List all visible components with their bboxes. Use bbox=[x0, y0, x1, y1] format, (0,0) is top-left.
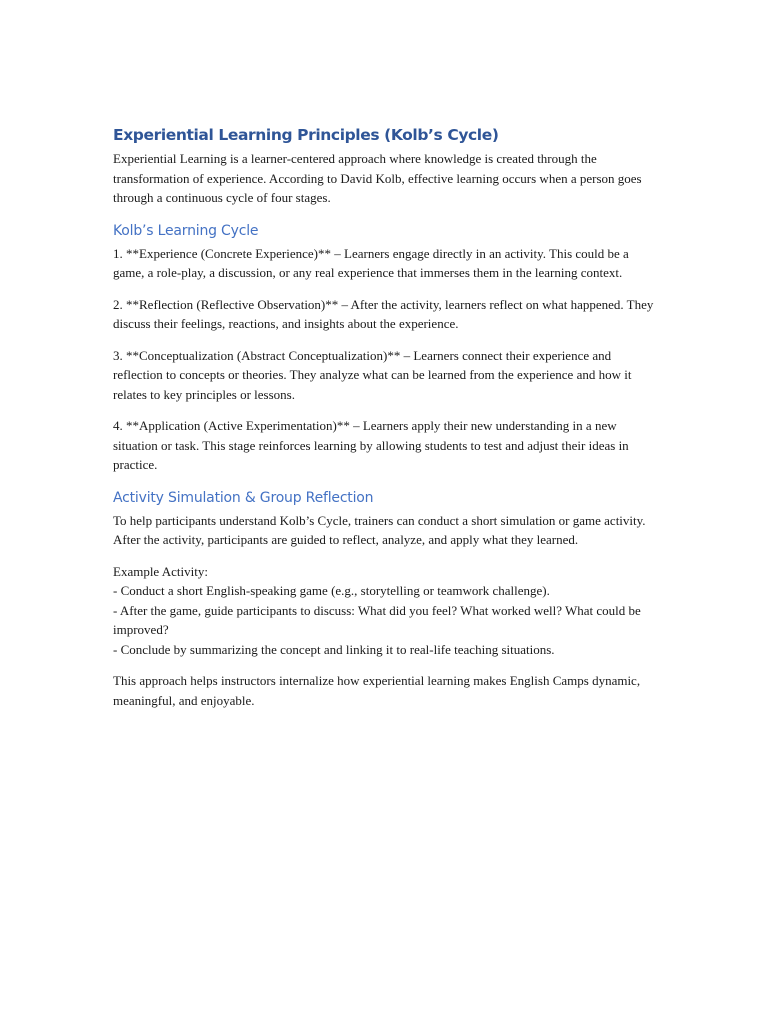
stage-paragraph-conceptualization: 3. **Conceptualization (Abstract Conceptualization)** – Learners connect their experience and reflection to concepts or theories. They analyze what can be learned from the experience and how it relates to key principles or lessons. bbox=[113, 347, 632, 402]
stage-paragraph-experience: 1. **Experience (Concrete Experience)** – Learners engage directly in an activity. This could be a game, a role-play, a discussion, or any real experience that immerses them in the learning context. bbox=[113, 245, 629, 280]
activity-intro-paragraph: To help participants understand Kolb’s Cycle, trainers can conduct a short simulation or game activity. After the activity, participants are guided to reflect, analyze, and apply what they learned. bbox=[113, 512, 646, 547]
intro-paragraph: Experiential Learning is a learner-centered approach where knowledge is created through the transformation of experience. According to David Kolb, effective learning occurs when a person goes through a continuous cycle of four stages. bbox=[113, 151, 642, 205]
example-activity-item: - Conduct a short English-speaking game (e.g., storytelling or teamwork challenge). bbox=[113, 583, 550, 598]
example-activity-item: - Conclude by summarizing the concept and linking it to real-life teaching situations. bbox=[113, 641, 555, 657]
conclusion-paragraph: This approach helps instructors internalize how experiential learning makes English Camps dynamic, meaningful, and enjoyable. bbox=[113, 673, 641, 708]
section-heading-kolb-cycle: Kolb’s Learning Cycle bbox=[113, 222, 259, 239]
stage-paragraph-reflection: 2. **Reflection (Reflective Observation)** – After the activity, learners reflect on what happened. They discuss their feelings, reactions, and insights about the experience. bbox=[113, 296, 654, 331]
stage-paragraph-application: 4. **Application (Active Experimentation)** – Learners apply their new understanding in a new situation or task. This stage reinforces learning by allowing students to test and adjust their ideas in practice. bbox=[113, 418, 629, 472]
document-title: Experiential Learning Principles (Kolb’s Cycle) bbox=[113, 126, 499, 144]
document-page bbox=[113, 124, 658, 722]
example-activity-block bbox=[113, 562, 658, 660]
example-activity-label: Example Activity: bbox=[113, 563, 208, 579]
example-activity-item: - After the game, guide participants to discuss: What did you feel? What worked well? What could be improved? bbox=[113, 602, 641, 637]
section-heading-activity: Activity Simulation & Group Reflection bbox=[113, 489, 374, 506]
